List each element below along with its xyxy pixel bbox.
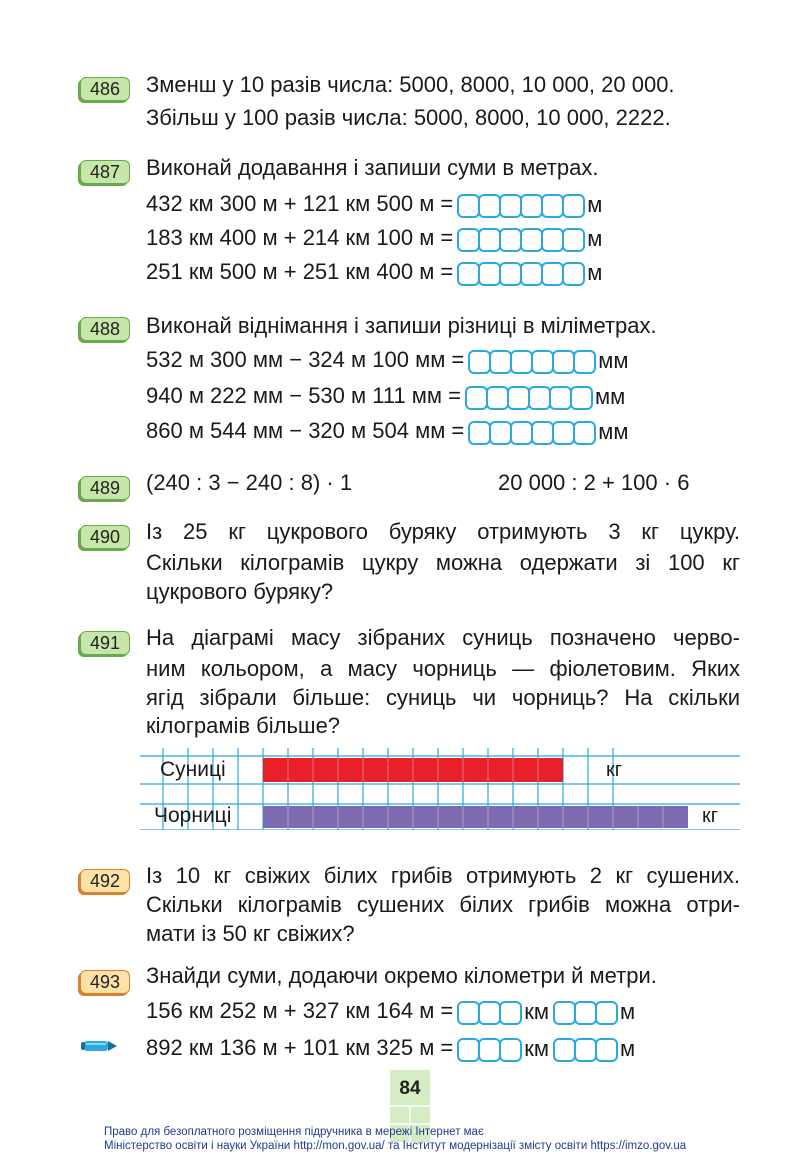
task-490-line-3: цукрового буряку? <box>146 579 334 604</box>
task-493-row-1: 156 км 252 м + 327 км 164 м = км м <box>146 998 636 1025</box>
page-number: 84 <box>399 1078 421 1099</box>
task-491-line-3: ягід зібрали більше: суниць чи чорниць? На скільки <box>146 685 740 710</box>
task-492-line-1: Із 10 кг свіжих білих грибів отримують 2 кг сушених. <box>146 863 740 888</box>
task-492-line-3: мати із 50 кг свіжих? <box>146 921 355 946</box>
task-493-row-2: 892 км 136 м + 101 км 325 м = км м <box>146 1035 636 1062</box>
footer-line-2: Міністерство освіти і науки України http://mon.gov.ua/ та Інститут модернізації змісту освіти https://imzo.gov.ua <box>104 1140 687 1152</box>
footer <box>104 1125 686 1153</box>
task-490-line-2: Скільки кілограмів цукру можна одержати зі 100 кг <box>146 550 740 575</box>
task-487-row-2: 183 км 400 м + 214 км 100 м = м <box>146 225 603 252</box>
task-491-line-2: ним кольором, а масу чорниць — фіолетовим. Яких <box>146 656 740 681</box>
task-490-line-1: Із 25 кг цукрового буряку отримують 3 кг цукру. <box>146 519 740 544</box>
task-486-line-2: Збільш у 100 разів числа: 5000, 8000, 10 000, 2222. <box>146 105 671 130</box>
task-492-line-2: Скільки кілограмів сушених білих грибів можна отри- <box>146 892 740 917</box>
task-488-row-1: 532 м 300 мм − 324 м 100 мм = мм <box>146 347 629 374</box>
task-489-expression-a: (240 : 3 − 240 : 8) · 1 <box>146 470 353 495</box>
answer-boxes[interactable] <box>465 386 591 408</box>
answer-boxes-m[interactable] <box>553 1001 616 1023</box>
answer-boxes[interactable] <box>457 262 583 284</box>
task-number-489: 489 <box>80 476 130 500</box>
task-number-486: 486 <box>80 77 130 101</box>
footer-line-1: Право для безоплатного розміщення підручника в мережі Інтернет має <box>104 1126 484 1138</box>
answer-boxes[interactable] <box>457 194 583 216</box>
task-number-492: 492 <box>80 869 130 893</box>
task-487-title: Виконай додавання і запиши суми в метрах. <box>146 155 599 180</box>
answer-boxes-m[interactable] <box>553 1038 616 1060</box>
pencil-icon <box>80 1038 120 1054</box>
task-489-expression-b: 20 000 : 2 + 100 · 6 <box>498 470 690 495</box>
diagram-bar-1 <box>263 806 688 828</box>
answer-boxes[interactable] <box>457 228 583 250</box>
answer-boxes-km[interactable] <box>457 1001 520 1023</box>
diagram-unit-blueberries: кг <box>702 805 719 827</box>
task-487-row-3: 251 км 500 м + 251 км 400 м = м <box>146 259 603 286</box>
task-number-491: 491 <box>80 631 130 655</box>
task-488-row-2: 940 м 222 мм − 530 м 111 мм = мм <box>146 383 626 410</box>
answer-boxes-km[interactable] <box>457 1038 520 1060</box>
task-486-line-1: Зменш у 10 разів числа: 5000, 8000, 10 000, 20 000. <box>146 72 675 97</box>
task-number-487: 487 <box>80 160 130 184</box>
answer-boxes[interactable] <box>468 350 594 372</box>
task-number-488: 488 <box>80 317 130 341</box>
task-number-493: 493 <box>80 970 130 994</box>
task-493-title: Знайди суми, додаючи окремо кілометри й метри. <box>146 963 657 988</box>
task-488-title: Виконай віднімання і запиши різниці в міліметрах. <box>146 313 657 338</box>
task-487-row-1: 432 км 300 м + 121 км 500 м = м <box>146 191 603 218</box>
diagram-unit-strawberries: кг <box>606 759 623 781</box>
diagram-label-strawberries: Суниці <box>160 758 226 781</box>
task-number-490: 490 <box>80 525 130 549</box>
task-491-line-4: кілограмів більше? <box>146 713 341 738</box>
task-488-row-3: 860 м 544 мм − 320 м 504 мм = мм <box>146 418 629 445</box>
answer-boxes[interactable] <box>468 421 594 443</box>
task-491-line-1: На діаграмі масу зібраних суниць позначено черво- <box>146 625 740 650</box>
diagram-label-blueberries: Чорниці <box>154 804 232 827</box>
berry-mass-diagram <box>140 748 740 830</box>
